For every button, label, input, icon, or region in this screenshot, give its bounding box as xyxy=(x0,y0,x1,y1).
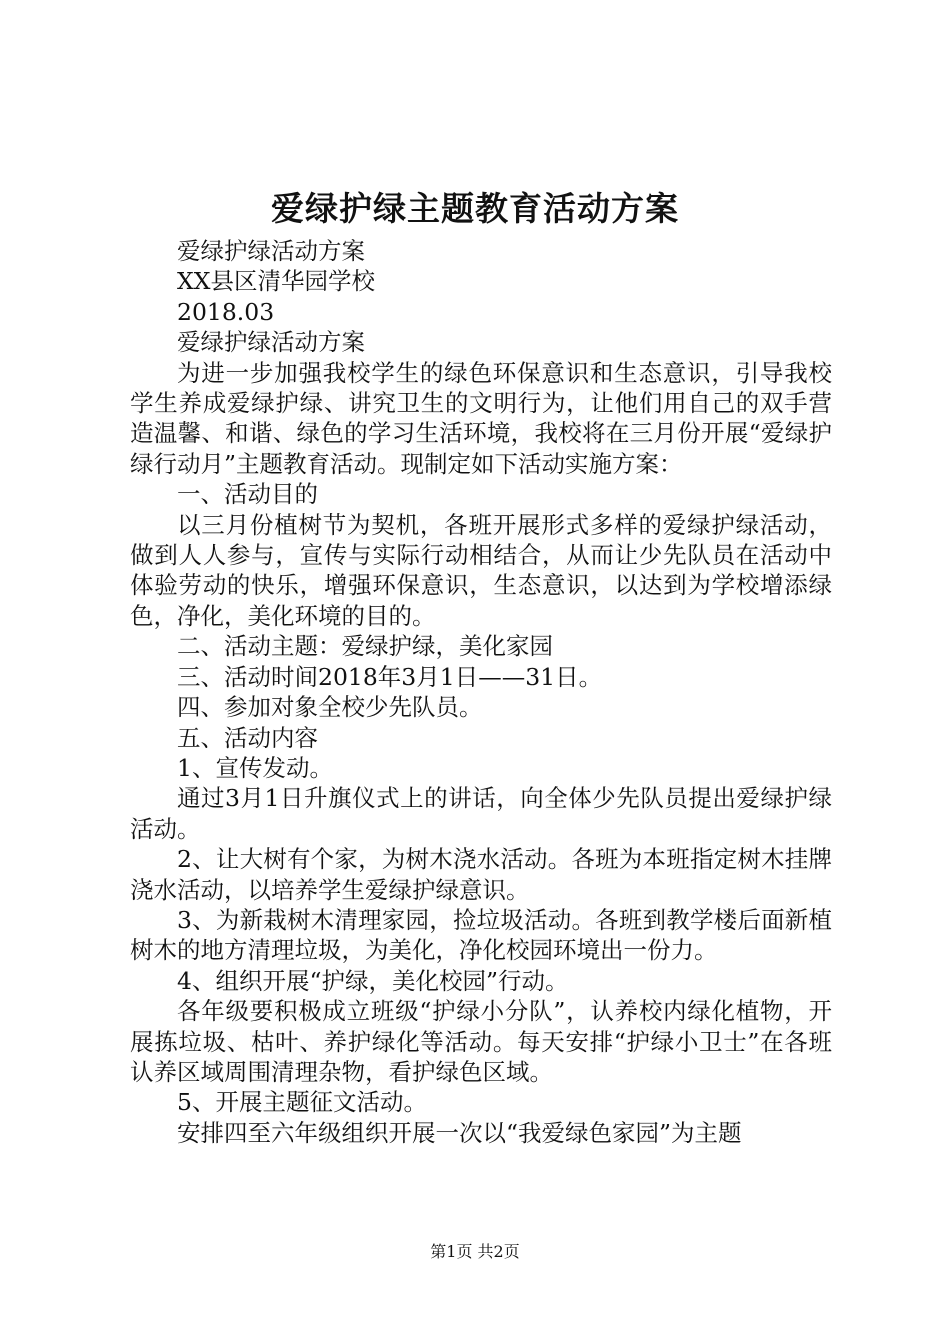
document-title: 爱绿护绿主题教育活动方案 xyxy=(271,189,679,228)
paragraph-date: 2018.03 xyxy=(177,297,275,326)
section-heading-content: 五、活动内容 xyxy=(177,723,318,752)
section-heading-participants: 四、参加对象全校少先队员。 xyxy=(177,693,483,722)
section-heading-purpose: 一、活动目的 xyxy=(177,480,318,509)
list-item-3: 3、为新栽树木清理家园，捡垃圾活动。各班到教学楼后面新植树木的地方清理垃圾，为美化，净化校园环境出一份力。 xyxy=(130,905,832,965)
list-item-1-text: 通过3月1日升旗仪式上的讲话，向全体少先队员提出爱绿护绿活动。 xyxy=(130,784,832,843)
list-item-5-heading: 5、开展主题征文活动。 xyxy=(177,1088,427,1117)
paragraph-plan-heading: 爱绿护绿活动方案 xyxy=(177,328,365,357)
list-item-4-heading: 4、组织开展“护绿，美化校园”行动。 xyxy=(177,966,569,995)
list-item-2: 2、让大树有个家，为树木浇水活动。各班为本班指定树木挂牌浇水活动，以培养学生爱绿护绿意识。 xyxy=(130,845,832,904)
section-heading-time: 三、活动时间2018年3月1日——31日。 xyxy=(177,662,603,691)
document-body xyxy=(130,236,832,1148)
paragraph-purpose: 以三月份植树节为契机，各班开展形式多样的爱绿护绿活动，做到人人参与，宣传与实际行动相结合，从而让少先队员在活动中体验劳动的快乐，增强环保意识，生态意识，以达到为学校增添绿色，净化，美化环境的目的。 xyxy=(130,510,832,630)
list-item-4-text: 各年级要积极成立班级“护绿小分队”，认养校内绿化植物，开展拣垃圾、枯叶、养护绿化等活动。每天安排“护绿小卫士”在各班认养区域周围清理杂物，看护绿色区域。 xyxy=(130,997,832,1086)
paragraph-intro: 为进一步加强我校学生的绿色环保意识和生态意识，引导我校学生养成爱绿护绿、讲究卫生的文明行为，让他们用自己的双手营造温馨、和谐、绿色的学习生活环境，我校将在三月份开展“爱绿护绿行动月”主题教育活动。现制定如下活动实施方案： xyxy=(130,358,832,478)
page-footer: 第1页 共2页 xyxy=(430,1242,520,1261)
list-item-1-heading: 1、宣传发动。 xyxy=(177,753,333,782)
list-item-5-text: 安排四至六年级组织开展一次以“我爱绿色家园”为主题 xyxy=(177,1118,742,1147)
paragraph-subtitle: 爱绿护绿活动方案 xyxy=(177,237,365,265)
paragraph-school: XX县区清华园学校 xyxy=(177,267,375,296)
section-heading-theme: 二、活动主题：爱绿护绿，美化家园 xyxy=(177,632,553,661)
